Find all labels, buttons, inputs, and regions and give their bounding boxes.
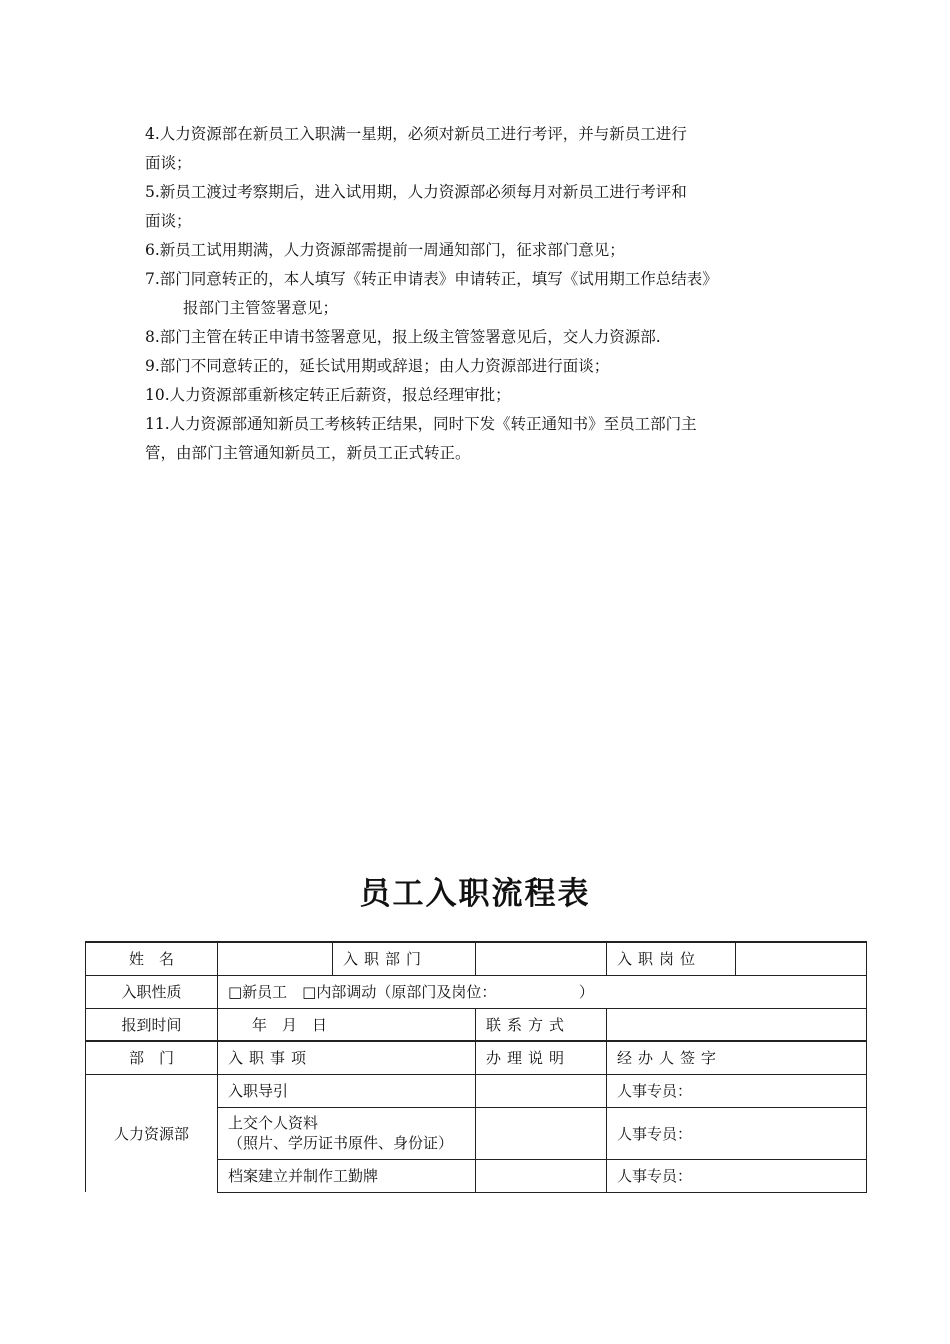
list-item: [145, 381, 815, 410]
name-label: 姓 名: [86, 942, 218, 975]
text-line: 管，由部门主管通知新员工，新员工正式转正。: [145, 444, 471, 462]
report-time-field[interactable]: 年 月 日: [218, 1008, 476, 1041]
text-line: 10.人力资源部重新核定转正后薪资，报总经理审批；: [145, 386, 511, 404]
table-row: [86, 1041, 867, 1074]
text-line: 6.新员工试用期满，人力资源部需提前一周通知部门，征求部门意见；: [145, 241, 625, 259]
text-line: 面谈；: [145, 212, 192, 230]
text-line: 8.部门主管在转正申请书签署意见，报上级主管签署意见后，交人力资源部.: [145, 328, 661, 346]
position-field[interactable]: [736, 942, 867, 975]
col-header-dept: 部 门: [86, 1041, 218, 1074]
sign-cell[interactable]: 人事专员：: [607, 1159, 867, 1192]
text-line: 报部门主管签署意见；: [183, 299, 339, 317]
report-time-label: 报到时间: [86, 1008, 218, 1041]
list-item: [145, 120, 815, 178]
dept-label: 入职部门: [333, 942, 476, 975]
contact-label: 联系方式: [476, 1008, 607, 1041]
text-line: 9.部门不同意转正的，延长试用期或辞退；由人力资源部进行面谈；: [145, 357, 610, 375]
form-title: 员工入职流程表: [359, 876, 591, 912]
note-field[interactable]: [476, 1074, 607, 1107]
note-field[interactable]: [476, 1159, 607, 1192]
sign-cell[interactable]: 人事专员：: [607, 1107, 867, 1159]
sign-cell[interactable]: 人事专员：: [607, 1074, 867, 1107]
text-line: 7.部门同意转正的，本人填写《转正申请表》申请转正，填写《试用期工作总结表》: [145, 270, 718, 288]
list-item: [145, 410, 815, 468]
dept-field[interactable]: [476, 942, 607, 975]
list-item: [145, 178, 815, 236]
text-line: 4.人力资源部在新员工入职满一星期，必须对新员工进行考评，并与新员工进行: [145, 125, 687, 143]
list-item: [145, 352, 815, 381]
list-item: [145, 323, 815, 352]
nature-label: 入职性质: [86, 975, 218, 1008]
onboarding-form-table: [85, 941, 867, 1193]
list-item: [145, 265, 815, 323]
table-row: [86, 975, 867, 1008]
text-line: 面谈；: [145, 154, 192, 172]
item-cell: 入职导引: [218, 1074, 476, 1107]
hr-dept-cell: 人力资源部: [86, 1074, 218, 1192]
item-line: （照片、学历证书原件、身份证）: [228, 1134, 454, 1152]
name-field[interactable]: [218, 942, 333, 975]
col-header-sign: 经办人签字: [607, 1041, 867, 1074]
list-item: [145, 236, 815, 265]
table-row: [86, 1074, 867, 1107]
col-header-note: 办理说明: [476, 1041, 607, 1074]
nature-options[interactable]: □新员工 □内部调动（原部门及岗位： ）: [218, 975, 867, 1008]
item-line: 上交个人资料: [228, 1114, 319, 1132]
col-header-item: 入职事项: [218, 1041, 476, 1074]
item-cell: [218, 1107, 476, 1159]
procedure-list: [145, 120, 815, 468]
text-line: 11.人力资源部通知新员工考核转正结果，同时下发《转正通知书》至员工部门主: [145, 415, 697, 433]
table-row: [86, 1008, 867, 1041]
position-label: 入职岗位: [607, 942, 736, 975]
item-cell: 档案建立并制作工勤牌: [218, 1159, 476, 1192]
contact-field[interactable]: [607, 1008, 867, 1041]
text-line: 5.新员工渡过考察期后，进入试用期，人力资源部必须每月对新员工进行考评和: [145, 183, 687, 201]
table-row: [86, 942, 867, 975]
note-field[interactable]: [476, 1107, 607, 1159]
